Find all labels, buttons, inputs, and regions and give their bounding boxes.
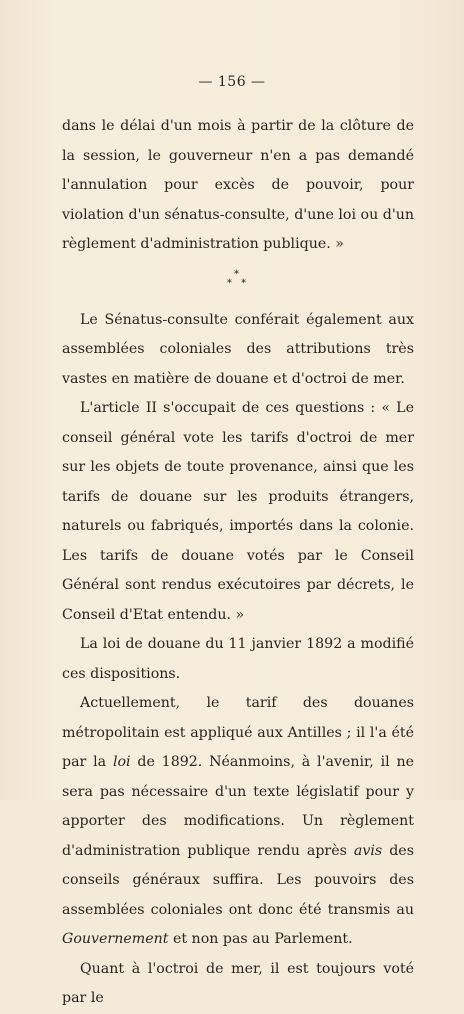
paragraph (62, 394, 414, 630)
section-ornament (62, 270, 414, 288)
italic-text: loi (112, 754, 131, 770)
page-body (62, 112, 414, 1014)
text-run: Quant à l'octroi de mer, il est toujours voté par le (62, 960, 414, 1006)
ornament-bottom: * * (226, 277, 250, 289)
italic-text: Gouvernement (62, 931, 169, 947)
paragraph (62, 630, 414, 689)
ornament-top: * (234, 268, 242, 280)
text-run: dans le délai d'un mois à partir de la clôture de la session, le gouverneur n'en a pas demandé l'annulation pour excès de pouvoir, pour violation d'un sénatus-consulte, d'une loi ou d'un règlement d'administration publique. » (62, 118, 414, 252)
text-run: des conseils généraux suffira. Les pouvoirs des assemblées coloniales ont donc été transmis au (62, 842, 414, 918)
paragraph (62, 955, 414, 1014)
text-run: de 1892. Néanmoins, à l'avenir, il ne sera pas nécessaire d'un texte législatif pour y apporter des modifications. Un règlement d'administration publique rendu après (62, 754, 415, 859)
text-run: Le Sénatus-consulte conférait également aux assemblées coloniales des attributions très vastes en matière de douane et d'octroi de mer. (62, 311, 414, 387)
text-run: et non pas au Parlement. (168, 931, 353, 947)
text-run: La loi de douane du 11 janvier 1892 a modifié ces dispositions. (62, 636, 414, 682)
text-run: L'article II s'occupait de ces questions : « Le conseil général vote les tarifs d'octroi de mer sur les objets de toute provenance, ainsi que les tarifs de douane sur les produits étrangers, naturels ou fabriqués, importés dans la colonie. Les tarifs de douane votés par le Conseil Général sont rendus exécutoires par décrets, le Conseil d'Etat entendu. » (62, 400, 414, 623)
paragraph (62, 306, 414, 395)
paragraph (62, 112, 414, 260)
paragraph (62, 689, 414, 955)
italic-text: avis (353, 842, 383, 859)
text-run: Actuellement, le tarif des douanes métropolitain est appliqué aux Antilles ; il l'a été par la (62, 695, 414, 770)
page-number: — 156 — (198, 74, 266, 90)
